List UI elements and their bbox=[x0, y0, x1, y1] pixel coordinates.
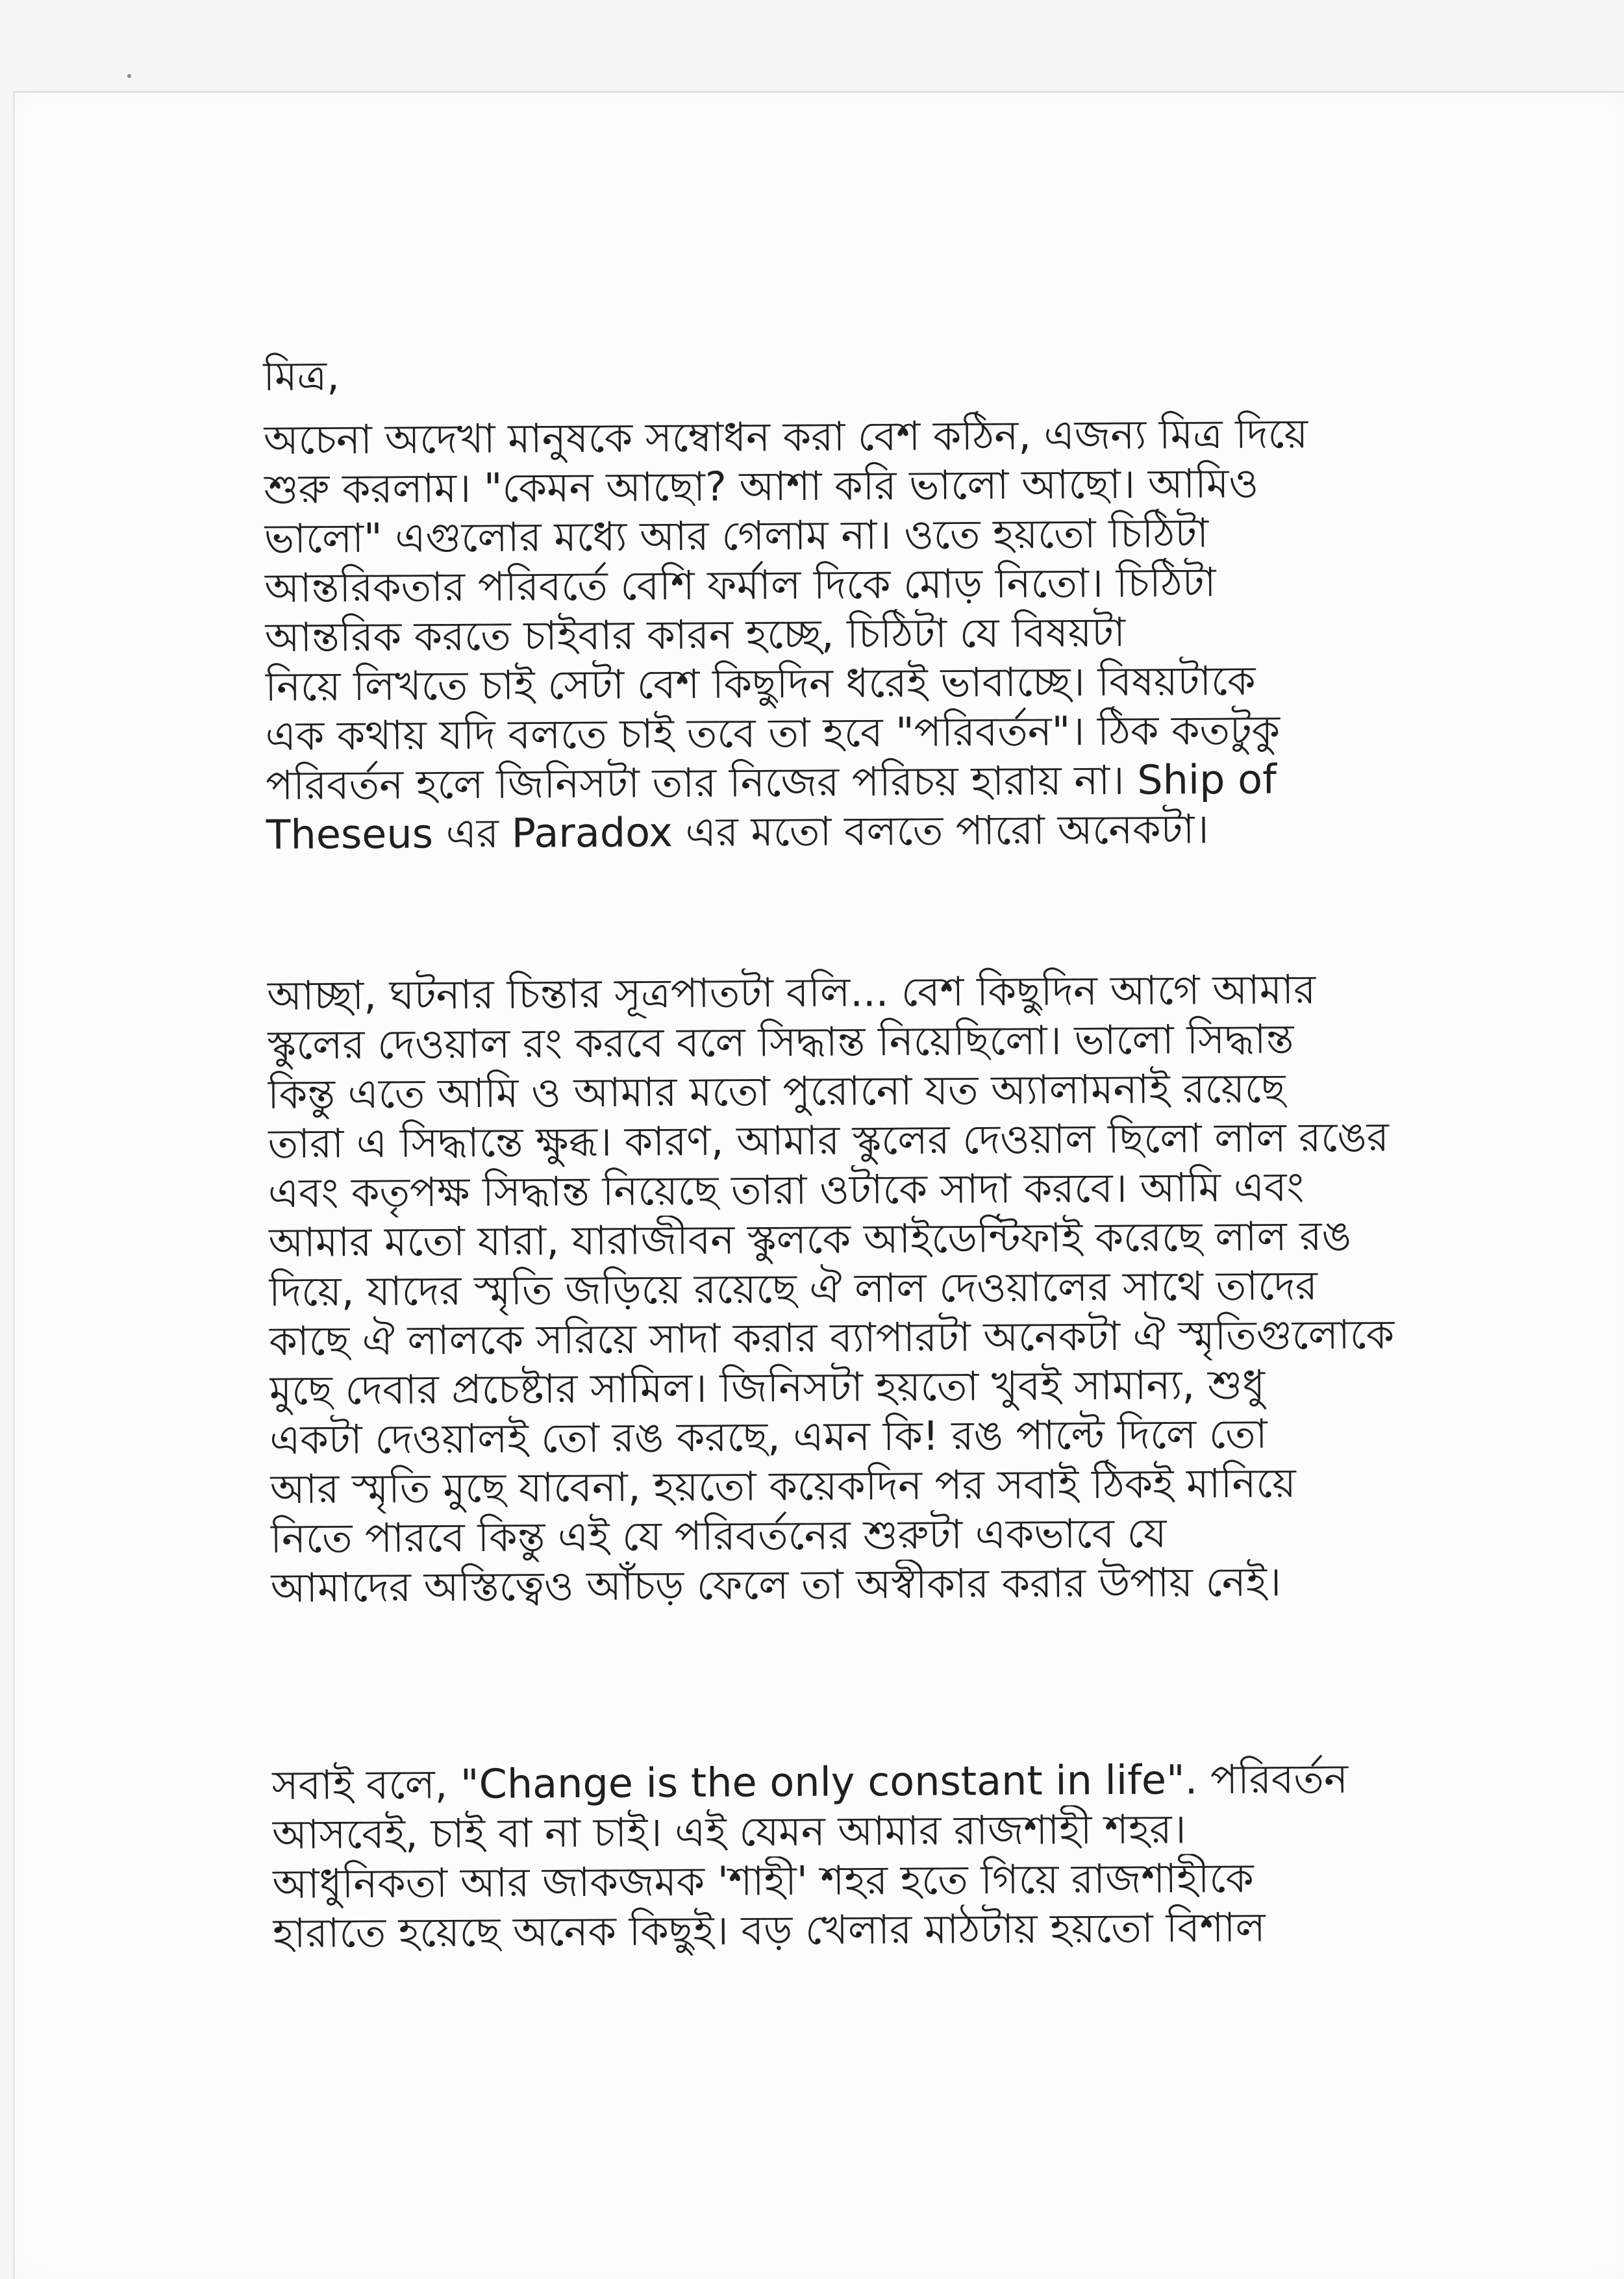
text-line: নিয়ে লিখতে চাই সেটা বেশ কিছুদিন ধরেই ভাবাচ্ছে। বিষয়টাকে bbox=[265, 656, 1256, 710]
text-line: হারাতে হয়েছে অনেক কিছুই। বড় খেলার মাঠটায় হয়তো বিশাল bbox=[272, 1903, 1266, 1957]
text-line: আমার মতো যারা, যারাজীবন স্কুলকে আইডেন্টিফাই করেছে লাল রঙ bbox=[268, 1212, 1352, 1266]
text-line: আচ্ছা, ঘটনার চিন্তার সূত্রপাতটা বলি... বেশ কিছুদিন আগে আমার bbox=[266, 965, 1316, 1019]
text-line: কিন্তু এতে আমি ও আমার মতো পুরোনো যত অ্যালামনাই রয়েছে bbox=[267, 1064, 1286, 1118]
text-line: নিতে পারবে কিন্তু এই যে পরিবর্তনের শুরুটা একভাবে যে bbox=[270, 1509, 1167, 1562]
text-line: এক কথায় যদি বলতে চাই তবে তা হবে "পরিবর্তন"। ঠিক কতটুকু bbox=[265, 706, 1280, 760]
letter-body bbox=[264, 408, 1506, 1958]
text-line: দিয়ে, যাদের স্মৃতি জড়িয়ে রয়েছে ঐ লাল দেওয়ালের সাথে তাদের bbox=[268, 1262, 1318, 1315]
text-line: আধুনিকতা আর জাকজমক 'শাহী' শহর হতে গিয়ে রাজশাহীকে bbox=[272, 1854, 1254, 1908]
text-line: অচেনা অদেখা মানুষকে সম্বোধন করা বেশ কঠিন, এজন্য মিত্র দিয়ে bbox=[263, 410, 1308, 464]
paragraph-3 bbox=[271, 1753, 1506, 1958]
text-line: ভালো" এগুলোর মধ্যে আর গেলাম না। ওতে হয়তো চিঠিটা bbox=[264, 509, 1209, 562]
text-line: তারা এ সিদ্ধান্তে ক্ষুব্ধ। কারণ, আমার স্কুলের দেওয়াল ছিলো লাল রঙের bbox=[268, 1113, 1390, 1167]
salutation: মিত্র, bbox=[263, 352, 340, 400]
text-line: স্কুলের দেওয়াল রং করবে বলে সিদ্ধান্ত নিয়েছিলো। ভালো সিদ্ধান্ত bbox=[267, 1015, 1294, 1069]
paragraph-1 bbox=[264, 408, 1500, 860]
paragraph-2 bbox=[267, 964, 1505, 1613]
paragraph-gap bbox=[266, 852, 1501, 971]
text-line: মুছে দেবার প্রচেষ্টার সামিল। জিনিসটা হয়তো খুবই সামান্য, শুধু bbox=[269, 1360, 1266, 1414]
paper-speck bbox=[127, 74, 131, 78]
text-line: পরিবর্তন হলে জিনিসটা তার নিজের পরিচয় হারায় না। Ship of bbox=[265, 755, 1277, 809]
text-line: একটা দেওয়ালই তো রঙ করছে, এমন কি! রঙ পাল্টে দিলে তো bbox=[269, 1410, 1268, 1463]
text-line: কাছে ঐ লালকে সরিয়ে সাদা করার ব্যাপারটা অনেকটা ঐ স্মৃতিগুলোকে bbox=[269, 1310, 1395, 1365]
text-line: এবং কতৃপক্ষ সিদ্ধান্ত নিয়েছে তারা ওটাকে সাদা করবে। আমি এবং bbox=[268, 1163, 1305, 1217]
text-line: শুরু করলাম। "কেমন আছো? আশা করি ভালো আছো। আমিও bbox=[264, 459, 1259, 513]
text-line: আমাদের অস্তিত্বেও আঁচড় ফেলে তা অস্বীকার করার উপায় নেই। bbox=[270, 1558, 1282, 1612]
handwritten-letter bbox=[263, 330, 1506, 1958]
text-line: আসবেই, চাই বা না চাই। এই যেমন আমার রাজশাহী শহর। bbox=[271, 1805, 1186, 1858]
text-line: Theseus এর Paradox এর মতো বলতে পারো অনেকটা। bbox=[266, 805, 1209, 858]
text-line: আর স্মৃতি মুছে যাবেনা, হয়তো কয়েকদিন পর সবাই ঠিকই মানিয়ে bbox=[269, 1459, 1296, 1513]
paragraph-gap bbox=[271, 1605, 1505, 1761]
text-line: আন্তরিক করতে চাইবার কারন হচ্ছে, চিঠিটা যে বিষয়টা bbox=[264, 608, 1126, 661]
text-line: আন্তরিকতার পরিবর্তে বেশি ফর্মাল দিকে মোড় নিতো। চিঠিটা bbox=[264, 558, 1216, 612]
text-line: সবাই বলে, "Change is the only constant in life". পরিবর্তন bbox=[271, 1754, 1349, 1809]
